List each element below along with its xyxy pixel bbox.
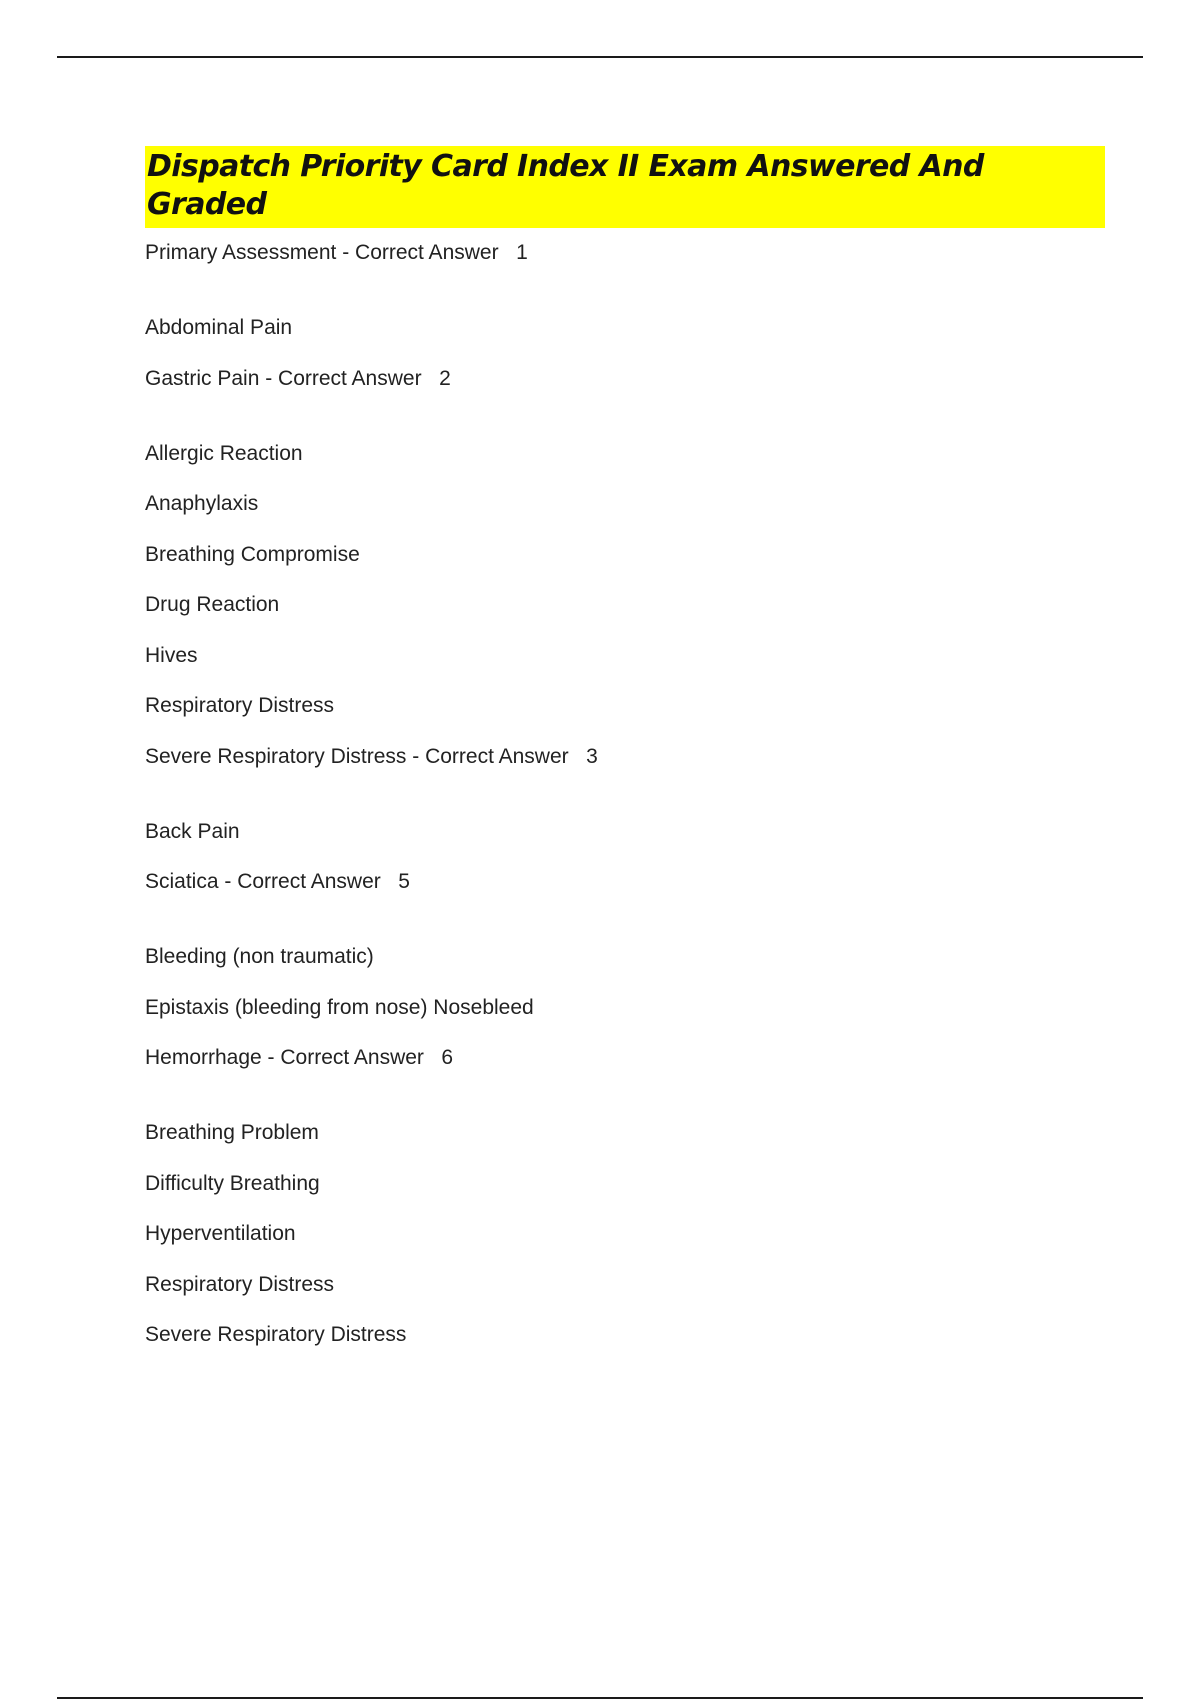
question-block bbox=[145, 315, 1105, 392]
document-title: Dispatch Priority Card Index II Exam Answered And Graded bbox=[145, 146, 1105, 228]
list-item: Gastric Pain - Correct Answer 2 bbox=[145, 366, 451, 390]
list-item: Primary Assessment - Correct Answer 1 bbox=[145, 241, 528, 264]
list-item: Allergic Reaction bbox=[145, 441, 303, 465]
list-item: Hives bbox=[145, 643, 198, 667]
list-item: Back Pain bbox=[145, 819, 240, 843]
answer-list bbox=[145, 240, 1105, 1348]
question-block bbox=[145, 819, 1105, 896]
list-item: Epistaxis (bleeding from nose) Nosebleed bbox=[145, 995, 534, 1019]
footer-rule bbox=[57, 1697, 1143, 1699]
list-item: Difficulty Breathing bbox=[145, 1171, 320, 1195]
list-item: Bleeding (non traumatic) bbox=[145, 945, 374, 968]
document-page bbox=[145, 146, 1105, 1397]
list-item: Severe Respiratory Distress - Correct Answer 3 bbox=[145, 744, 598, 768]
list-item: Breathing Compromise bbox=[145, 542, 360, 566]
question-block bbox=[145, 944, 1105, 1071]
list-item: Respiratory Distress bbox=[145, 694, 335, 717]
list-item: Abdominal Pain bbox=[145, 316, 293, 339]
question-block bbox=[145, 441, 1105, 770]
list-item: Drug Reaction bbox=[145, 593, 280, 616]
list-item: Anaphylaxis bbox=[145, 492, 259, 515]
list-item: Respiratory Distress bbox=[145, 1272, 335, 1296]
question-block bbox=[145, 1120, 1105, 1348]
question-block bbox=[145, 240, 1105, 266]
list-item: Hemorrhage - Correct Answer 6 bbox=[145, 1046, 454, 1069]
list-item: Breathing Problem bbox=[145, 1121, 319, 1144]
list-item: Severe Respiratory Distress bbox=[145, 1323, 407, 1346]
header-rule bbox=[57, 56, 1143, 58]
list-item: Hyperventilation bbox=[145, 1222, 296, 1245]
list-item: Sciatica - Correct Answer 5 bbox=[145, 870, 410, 893]
